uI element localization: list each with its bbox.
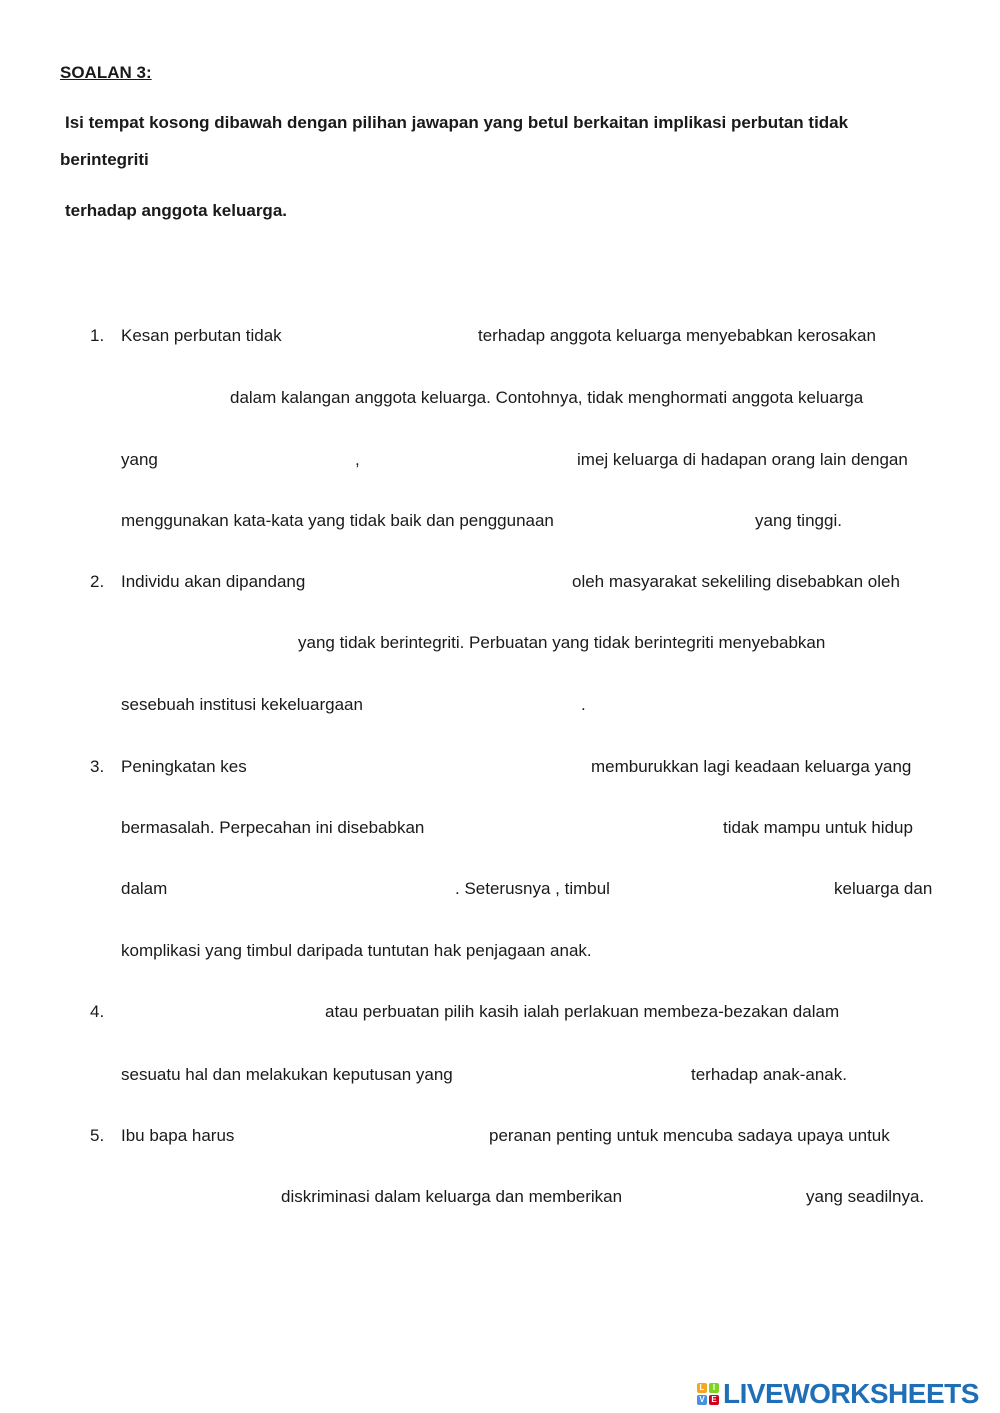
q1-blank-3[interactable] [168,447,348,473]
q5-line2-b: yang seadilnya. [806,1187,925,1206]
question-number: 3. [90,757,105,776]
q1-line3-b: , [355,450,360,469]
q5-blank-2[interactable] [121,1184,271,1210]
q3-line2-b: tidak mampu untuk hidup [723,818,913,837]
q3-line3-b: . Seterusnya , timbul [455,879,610,898]
q3-line4: komplikasi yang timbul daripada tuntutan hak penjagaan anak. [121,941,592,960]
q5-blank-1[interactable] [252,1123,480,1149]
q1-blank-1[interactable] [300,323,470,349]
q3-line3-a: dalam [121,879,168,898]
q2-blank-2[interactable] [121,630,291,656]
logo-block: L [697,1383,707,1393]
q2-line2: yang tidak berintegriti. Perbuatan yang tidak berintegriti menyebabkan [298,633,826,652]
q4-line1: atau perbuatan pilih kasih ialah perlakuan membeza-bezakan dalam [325,1002,840,1021]
q1-blank-4[interactable] [375,447,565,473]
q5-line1-a: Ibu bapa harus [121,1126,235,1145]
q2-line1-b: oleh masyarakat sekeliling disebabkan oleh [572,572,900,591]
q1-blank-5[interactable] [595,508,745,534]
question-number: 1. [90,326,105,345]
question-number: 4. [90,1002,105,1021]
q2-blank-3[interactable] [388,692,573,718]
q2-line3-b: . [581,695,586,714]
logo-block: E [709,1395,719,1405]
q2-blank-1[interactable] [330,569,560,595]
liveworksheets-logo [697,1378,979,1410]
q1-line1-b: terhadap anggota keluarga menyebabkan kerosakan [478,326,876,345]
q1-line4-a: menggunakan kata-kata yang tidak baik dan penggunaan [121,511,554,530]
q3-line1-a: Peningkatan kes [121,757,247,776]
instruction-line-1: Isi tempat kosong dibawah dengan pilihan jawapan yang betul berkaitan implikasi perbutan tidak [65,113,849,132]
instruction-line-3: terhadap anggota keluarga. [65,201,287,220]
q1-line1-a: Kesan perbutan tidak [121,326,282,345]
q4-blank-2[interactable] [488,1062,683,1088]
q3-line1-b: memburukkan lagi keadaan keluarga yang [591,757,912,776]
q2-line1-a: Individu akan dipandang [121,572,306,591]
q3-blank-4[interactable] [635,876,825,902]
q3-blank-2[interactable] [460,815,715,841]
q5-line2-a: diskriminasi dalam keluarga dan memberikan [281,1187,623,1206]
q3-blank-1[interactable] [265,754,580,780]
q3-line2-a: bermasalah. Perpecahan ini disebabkan [121,818,425,837]
question-number: 2. [90,572,105,591]
page-title: SOALAN 3: [60,63,152,82]
logo-blocks-icon [697,1383,719,1405]
q3-line3-c: keluarga dan [834,879,933,898]
q1-line3-a: yang [121,450,158,469]
q1-blank-2[interactable] [121,385,221,411]
q3-blank-3[interactable] [180,876,448,902]
logo-text: LIVEWORKSHEETS [723,1378,979,1409]
q5-line1-b: peranan penting untuk mencuba sadaya upaya untuk [489,1126,890,1145]
q4-line2-a: sesuatu hal dan melakukan keputusan yang [121,1065,453,1084]
q1-line4-b: yang tinggi. [755,511,842,530]
q2-line3-a: sesebuah institusi kekeluargaan [121,695,363,714]
q1-line2: dalam kalangan anggota keluarga. Contohnya, tidak menghormati anggota keluarga [230,388,864,407]
q4-line2-b: terhadap anak-anak. [691,1065,847,1084]
logo-block: V [697,1395,707,1405]
q4-blank-1[interactable] [121,999,316,1025]
question-number: 5. [90,1126,105,1145]
q1-line3-c: imej keluarga di hadapan orang lain dengan [577,450,908,469]
q5-blank-3[interactable] [660,1184,798,1210]
logo-block: I [709,1383,719,1393]
instruction-line-2: berintegriti [60,150,149,169]
